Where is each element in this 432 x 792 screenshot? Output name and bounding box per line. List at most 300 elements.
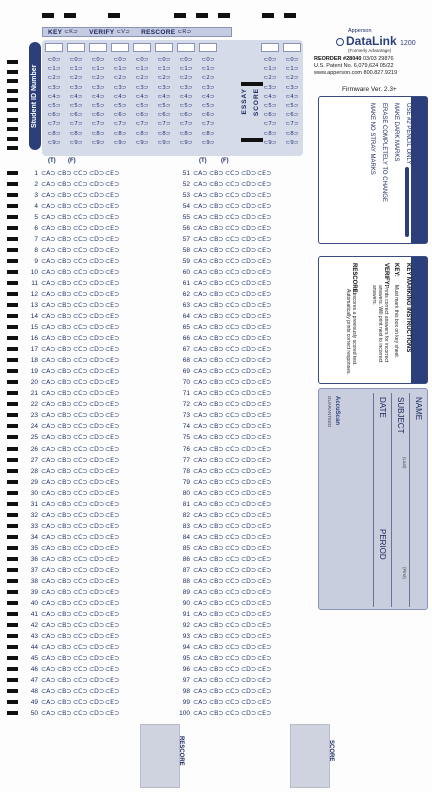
answer-bubble[interactable]: ⊂D⊃ — [89, 577, 105, 585]
answer-bubble[interactable]: ⊂E⊃ — [105, 236, 120, 244]
answer-bubble[interactable]: ⊂C⊃ — [225, 676, 240, 684]
answer-bubble[interactable]: ⊂B⊃ — [57, 610, 72, 618]
answer-bubble[interactable]: ⊂B⊃ — [209, 687, 224, 695]
answer-bubble[interactable]: ⊂E⊃ — [257, 599, 272, 607]
answer-bubble[interactable]: ⊂A⊃ — [193, 423, 208, 431]
answer-bubble[interactable]: ⊂E⊃ — [105, 247, 120, 255]
answer-bubble[interactable]: ⊂B⊃ — [57, 192, 72, 200]
answer-bubble[interactable]: ⊂D⊃ — [89, 368, 105, 376]
answer-bubble[interactable]: ⊂A⊃ — [193, 269, 208, 277]
answer-bubble[interactable]: ⊂A⊃ — [193, 544, 208, 552]
answer-bubble[interactable]: ⊂A⊃ — [41, 621, 56, 629]
answer-bubble[interactable]: ⊂C⊃ — [225, 192, 240, 200]
answer-bubble[interactable]: ⊂B⊃ — [209, 269, 224, 277]
answer-bubble[interactable]: ⊂B⊃ — [209, 676, 224, 684]
answer-bubble[interactable]: ⊂D⊃ — [89, 500, 105, 508]
answer-bubble[interactable]: ⊂B⊃ — [209, 577, 224, 585]
answer-bubble[interactable]: ⊂C⊃ — [73, 335, 88, 343]
answer-bubble[interactable]: ⊂A⊃ — [193, 412, 208, 420]
answer-bubble[interactable]: ⊂A⊃ — [193, 577, 208, 585]
answer-bubble[interactable]: ⊂D⊃ — [241, 698, 257, 706]
id-digit-bubble[interactable]: ⊂4⊃ — [113, 93, 127, 100]
answer-bubble[interactable]: ⊂A⊃ — [41, 489, 56, 497]
answer-bubble[interactable]: ⊂E⊃ — [105, 577, 120, 585]
answer-bubble[interactable]: ⊂E⊃ — [105, 181, 120, 189]
answer-bubble[interactable]: ⊂D⊃ — [89, 533, 105, 541]
answer-bubble[interactable]: ⊂A⊃ — [41, 610, 56, 618]
id-digit-bubble[interactable]: ⊂6⊃ — [47, 112, 61, 119]
answer-bubble[interactable]: ⊂A⊃ — [193, 522, 208, 530]
answer-bubble[interactable]: ⊂D⊃ — [241, 632, 257, 640]
answer-bubble[interactable]: ⊂E⊃ — [105, 214, 120, 222]
answer-bubble[interactable]: ⊂E⊃ — [257, 643, 272, 651]
id-digit-bubble[interactable]: ⊂2⊃ — [285, 75, 299, 82]
answer-bubble[interactable]: ⊂B⊃ — [57, 709, 72, 717]
answer-bubble[interactable]: ⊂E⊃ — [105, 610, 120, 618]
answer-bubble[interactable]: ⊂D⊃ — [89, 522, 105, 530]
answer-bubble[interactable]: ⊂E⊃ — [257, 456, 272, 464]
answer-bubble[interactable]: ⊂D⊃ — [89, 544, 105, 552]
answer-bubble[interactable]: ⊂A⊃ — [41, 566, 56, 574]
answer-bubble[interactable]: ⊂E⊃ — [105, 709, 120, 717]
answer-bubble[interactable]: ⊂C⊃ — [225, 258, 240, 266]
id-digit-bubble[interactable]: ⊂5⊃ — [157, 102, 171, 109]
answer-bubble[interactable]: ⊂C⊃ — [225, 577, 240, 585]
answer-bubble[interactable]: ⊂E⊃ — [105, 676, 120, 684]
answer-bubble[interactable]: ⊂E⊃ — [105, 588, 120, 596]
answer-bubble[interactable]: ⊂C⊃ — [225, 511, 240, 519]
answer-bubble[interactable]: ⊂E⊃ — [105, 522, 120, 530]
id-digit-bubble[interactable]: ⊂0⊃ — [201, 57, 215, 63]
answer-bubble[interactable]: ⊂E⊃ — [105, 324, 120, 332]
answer-bubble[interactable]: ⊂E⊃ — [257, 577, 272, 585]
answer-bubble[interactable]: ⊂A⊃ — [41, 654, 56, 662]
answer-bubble[interactable]: ⊂B⊃ — [209, 533, 224, 541]
id-digit-bubble[interactable]: ⊂8⊃ — [135, 130, 149, 137]
answer-bubble[interactable]: ⊂B⊃ — [57, 599, 72, 607]
answer-bubble[interactable]: ⊂E⊃ — [257, 544, 272, 552]
answer-bubble[interactable]: ⊂A⊃ — [41, 555, 56, 563]
id-digit-bubble[interactable]: ⊂9⊃ — [179, 139, 193, 146]
answer-bubble[interactable]: ⊂C⊃ — [73, 456, 88, 464]
answer-bubble[interactable]: ⊂D⊃ — [241, 324, 257, 332]
answer-bubble[interactable]: ⊂D⊃ — [89, 687, 105, 695]
id-digit-bubble[interactable]: ⊂6⊃ — [179, 112, 193, 119]
answer-bubble[interactable]: ⊂D⊃ — [89, 203, 105, 211]
answer-bubble[interactable]: ⊂A⊃ — [41, 269, 56, 277]
id-digit-bubble[interactable]: ⊂3⊃ — [201, 84, 215, 91]
answer-bubble[interactable]: ⊂C⊃ — [73, 489, 88, 497]
answer-bubble[interactable]: ⊂D⊃ — [241, 456, 257, 464]
answer-bubble[interactable]: ⊂B⊃ — [57, 445, 72, 453]
answer-bubble[interactable]: ⊂C⊃ — [225, 236, 240, 244]
answer-bubble[interactable]: ⊂D⊃ — [89, 291, 105, 299]
answer-bubble[interactable]: ⊂C⊃ — [73, 599, 88, 607]
answer-bubble[interactable]: ⊂D⊃ — [241, 654, 257, 662]
id-digit-bubble[interactable]: ⊂9⊃ — [47, 139, 61, 146]
answer-bubble[interactable]: ⊂E⊃ — [257, 588, 272, 596]
answer-bubble[interactable]: ⊂D⊃ — [89, 225, 105, 233]
answer-bubble[interactable]: ⊂D⊃ — [89, 434, 105, 442]
answer-bubble[interactable]: ⊂B⊃ — [57, 566, 72, 574]
answer-bubble[interactable]: ⊂E⊃ — [105, 313, 120, 321]
answer-bubble[interactable]: ⊂A⊃ — [41, 456, 56, 464]
answer-bubble[interactable]: ⊂E⊃ — [257, 665, 272, 673]
answer-bubble[interactable]: ⊂A⊃ — [41, 412, 56, 420]
answer-bubble[interactable]: ⊂B⊃ — [209, 709, 224, 717]
answer-bubble[interactable]: ⊂A⊃ — [41, 390, 56, 398]
answer-bubble[interactable]: ⊂A⊃ — [41, 214, 56, 222]
id-digit-bubble[interactable]: ⊂7⊃ — [135, 121, 149, 128]
answer-bubble[interactable]: ⊂C⊃ — [225, 225, 240, 233]
answer-bubble[interactable]: ⊂E⊃ — [257, 698, 272, 706]
answer-bubble[interactable]: ⊂B⊃ — [209, 698, 224, 706]
answer-bubble[interactable]: ⊂E⊃ — [257, 203, 272, 211]
answer-bubble[interactable]: ⊂E⊃ — [105, 203, 120, 211]
answer-bubble[interactable]: ⊂C⊃ — [225, 522, 240, 530]
id-digit-bubble[interactable]: ⊂9⊃ — [69, 139, 83, 146]
answer-bubble[interactable]: ⊂D⊃ — [241, 203, 257, 211]
answer-bubble[interactable]: ⊂B⊃ — [209, 357, 224, 365]
answer-bubble[interactable]: ⊂B⊃ — [57, 258, 72, 266]
answer-bubble[interactable]: ⊂B⊃ — [57, 236, 72, 244]
answer-bubble[interactable]: ⊂C⊃ — [225, 412, 240, 420]
id-digit-bubble[interactable]: ⊂8⊃ — [157, 130, 171, 137]
answer-bubble[interactable]: ⊂D⊃ — [241, 643, 257, 651]
id-digit-bubble[interactable]: ⊂1⊃ — [285, 66, 299, 73]
answer-bubble[interactable]: ⊂C⊃ — [73, 555, 88, 563]
answer-bubble[interactable]: ⊂A⊃ — [41, 357, 56, 365]
id-digit-bubble[interactable]: ⊂2⊃ — [135, 75, 149, 82]
id-digit-bubble[interactable]: ⊂8⊃ — [201, 130, 215, 137]
id-digit-bubble[interactable]: ⊂9⊃ — [113, 139, 127, 146]
answer-bubble[interactable]: ⊂D⊃ — [89, 335, 105, 343]
answer-bubble[interactable]: ⊂C⊃ — [225, 302, 240, 310]
answer-bubble[interactable]: ⊂D⊃ — [89, 170, 105, 177]
answer-bubble[interactable]: ⊂E⊃ — [105, 225, 120, 233]
answer-bubble[interactable]: ⊂E⊃ — [257, 522, 272, 530]
answer-bubble[interactable]: ⊂E⊃ — [105, 368, 120, 376]
answer-bubble[interactable]: ⊂C⊃ — [73, 566, 88, 574]
answer-bubble[interactable]: ⊂D⊃ — [241, 566, 257, 574]
id-digit-bubble[interactable]: ⊂0⊃ — [47, 57, 61, 63]
answer-bubble[interactable]: ⊂B⊃ — [209, 423, 224, 431]
answer-bubble[interactable]: ⊂E⊃ — [257, 401, 272, 409]
answer-bubble[interactable]: ⊂A⊃ — [41, 599, 56, 607]
answer-bubble[interactable]: ⊂B⊃ — [209, 478, 224, 486]
answer-bubble[interactable]: ⊂D⊃ — [241, 478, 257, 486]
answer-bubble[interactable]: ⊂E⊃ — [257, 709, 272, 717]
answer-bubble[interactable]: ⊂B⊃ — [57, 522, 72, 530]
answer-bubble[interactable]: ⊂A⊃ — [193, 357, 208, 365]
answer-bubble[interactable]: ⊂B⊃ — [57, 544, 72, 552]
answer-bubble[interactable]: ⊂E⊃ — [105, 511, 120, 519]
answer-bubble[interactable]: ⊂A⊃ — [193, 500, 208, 508]
answer-bubble[interactable]: ⊂D⊃ — [241, 423, 257, 431]
answer-bubble[interactable]: ⊂C⊃ — [73, 467, 88, 475]
id-digit-bubble[interactable]: ⊂5⊃ — [263, 102, 277, 109]
answer-bubble[interactable]: ⊂C⊃ — [225, 588, 240, 596]
answer-bubble[interactable]: ⊂D⊃ — [89, 346, 105, 354]
answer-bubble[interactable]: ⊂C⊃ — [225, 566, 240, 574]
subject-line[interactable] — [391, 393, 392, 607]
answer-bubble[interactable]: ⊂B⊃ — [57, 654, 72, 662]
answer-bubble[interactable]: ⊂B⊃ — [57, 357, 72, 365]
id-digit-bubble[interactable]: ⊂6⊃ — [113, 112, 127, 119]
id-digit-bubble[interactable]: ⊂7⊃ — [263, 121, 277, 128]
answer-bubble[interactable]: ⊂A⊃ — [193, 676, 208, 684]
answer-bubble[interactable]: ⊂D⊃ — [89, 511, 105, 519]
answer-bubble[interactable]: ⊂A⊃ — [193, 665, 208, 673]
answer-bubble[interactable]: ⊂D⊃ — [89, 214, 105, 222]
answer-bubble[interactable]: ⊂B⊃ — [209, 555, 224, 563]
answer-bubble[interactable]: ⊂A⊃ — [193, 555, 208, 563]
answer-bubble[interactable]: ⊂E⊃ — [257, 445, 272, 453]
answer-bubble[interactable]: ⊂A⊃ — [193, 456, 208, 464]
answer-bubble[interactable]: ⊂A⊃ — [193, 335, 208, 343]
id-digit-bubble[interactable]: ⊂4⊃ — [157, 93, 171, 100]
answer-bubble[interactable]: ⊂D⊃ — [89, 379, 105, 387]
answer-bubble[interactable]: ⊂E⊃ — [105, 643, 120, 651]
answer-bubble[interactable]: ⊂B⊃ — [209, 214, 224, 222]
answer-bubble[interactable]: ⊂E⊃ — [257, 533, 272, 541]
id-digit-bubble[interactable]: ⊂5⊃ — [135, 102, 149, 109]
id-digit-bubble[interactable]: ⊂4⊃ — [69, 93, 83, 100]
answer-bubble[interactable]: ⊂D⊃ — [89, 599, 105, 607]
rescore-bubble[interactable]: ⊂R⊃ — [177, 29, 192, 35]
answer-bubble[interactable]: ⊂A⊃ — [41, 368, 56, 376]
answer-bubble[interactable]: ⊂A⊃ — [41, 236, 56, 244]
answer-bubble[interactable]: ⊂C⊃ — [225, 621, 240, 629]
answer-bubble[interactable]: ⊂A⊃ — [41, 698, 56, 706]
answer-bubble[interactable]: ⊂A⊃ — [41, 500, 56, 508]
answer-bubble[interactable]: ⊂E⊃ — [257, 291, 272, 299]
answer-bubble[interactable]: ⊂D⊃ — [89, 313, 105, 321]
answer-bubble[interactable]: ⊂D⊃ — [89, 302, 105, 310]
answer-bubble[interactable]: ⊂B⊃ — [209, 467, 224, 475]
answer-bubble[interactable]: ⊂D⊃ — [89, 445, 105, 453]
answer-bubble[interactable]: ⊂E⊃ — [105, 412, 120, 420]
answer-bubble[interactable]: ⊂E⊃ — [257, 324, 272, 332]
answer-bubble[interactable]: ⊂E⊃ — [105, 533, 120, 541]
answer-bubble[interactable]: ⊂C⊃ — [73, 478, 88, 486]
answer-bubble[interactable]: ⊂B⊃ — [57, 511, 72, 519]
answer-bubble[interactable]: ⊂C⊃ — [225, 610, 240, 618]
answer-bubble[interactable]: ⊂E⊃ — [105, 379, 120, 387]
answer-bubble[interactable]: ⊂D⊃ — [241, 291, 257, 299]
id-digit-bubble[interactable]: ⊂0⊃ — [91, 57, 105, 63]
answer-bubble[interactable]: ⊂B⊃ — [209, 654, 224, 662]
answer-bubble[interactable]: ⊂A⊃ — [193, 346, 208, 354]
answer-bubble[interactable]: ⊂D⊃ — [241, 357, 257, 365]
answer-bubble[interactable]: ⊂E⊃ — [257, 192, 272, 200]
answer-bubble[interactable]: ⊂D⊃ — [241, 500, 257, 508]
answer-bubble[interactable]: ⊂E⊃ — [105, 434, 120, 442]
answer-bubble[interactable]: ⊂A⊃ — [193, 610, 208, 618]
id-digit-bubble[interactable]: ⊂7⊃ — [285, 121, 299, 128]
answer-bubble[interactable]: ⊂D⊃ — [241, 665, 257, 673]
key-bubble[interactable]: ⊂K⊃ — [64, 29, 79, 35]
id-digit-bubble[interactable]: ⊂5⊃ — [201, 102, 215, 109]
answer-bubble[interactable]: ⊂B⊃ — [57, 456, 72, 464]
answer-bubble[interactable]: ⊂C⊃ — [73, 280, 88, 288]
answer-bubble[interactable]: ⊂C⊃ — [73, 698, 88, 706]
answer-bubble[interactable]: ⊂D⊃ — [89, 236, 105, 244]
answer-bubble[interactable]: ⊂A⊃ — [41, 335, 56, 343]
id-digit-bubble[interactable]: ⊂0⊃ — [263, 57, 277, 63]
id-digit-bubble[interactable]: ⊂7⊃ — [113, 121, 127, 128]
name-line[interactable] — [409, 393, 410, 607]
answer-bubble[interactable]: ⊂E⊃ — [105, 489, 120, 497]
id-digit-bubble[interactable]: ⊂6⊃ — [135, 112, 149, 119]
answer-bubble[interactable]: ⊂D⊃ — [89, 390, 105, 398]
id-digit-bubble[interactable]: ⊂2⊃ — [179, 75, 193, 82]
id-write-box[interactable] — [45, 43, 63, 52]
answer-bubble[interactable]: ⊂A⊃ — [41, 533, 56, 541]
answer-bubble[interactable]: ⊂C⊃ — [225, 291, 240, 299]
answer-bubble[interactable]: ⊂E⊃ — [105, 500, 120, 508]
answer-bubble[interactable]: ⊂B⊃ — [209, 247, 224, 255]
answer-bubble[interactable]: ⊂B⊃ — [209, 489, 224, 497]
id-digit-bubble[interactable]: ⊂1⊃ — [263, 66, 277, 73]
answer-bubble[interactable]: ⊂B⊃ — [209, 643, 224, 651]
id-digit-bubble[interactable]: ⊂2⊃ — [157, 75, 171, 82]
answer-bubble[interactable]: ⊂B⊃ — [209, 313, 224, 321]
id-digit-bubble[interactable]: ⊂0⊃ — [285, 57, 299, 63]
answer-bubble[interactable]: ⊂C⊃ — [73, 445, 88, 453]
answer-bubble[interactable]: ⊂B⊃ — [57, 588, 72, 596]
answer-bubble[interactable]: ⊂B⊃ — [209, 401, 224, 409]
answer-bubble[interactable]: ⊂C⊃ — [73, 357, 88, 365]
answer-bubble[interactable]: ⊂C⊃ — [225, 346, 240, 354]
answer-bubble[interactable]: ⊂C⊃ — [225, 357, 240, 365]
answer-bubble[interactable]: ⊂A⊃ — [193, 445, 208, 453]
answer-bubble[interactable]: ⊂A⊃ — [41, 247, 56, 255]
answer-bubble[interactable]: ⊂E⊃ — [257, 654, 272, 662]
answer-bubble[interactable]: ⊂B⊃ — [57, 665, 72, 673]
id-digit-bubble[interactable]: ⊂5⊃ — [91, 102, 105, 109]
answer-bubble[interactable]: ⊂C⊃ — [73, 291, 88, 299]
answer-bubble[interactable]: ⊂E⊃ — [257, 170, 272, 177]
answer-bubble[interactable]: ⊂B⊃ — [209, 412, 224, 420]
answer-bubble[interactable]: ⊂B⊃ — [57, 687, 72, 695]
answer-bubble[interactable]: ⊂C⊃ — [73, 247, 88, 255]
answer-bubble[interactable]: ⊂A⊃ — [41, 401, 56, 409]
answer-bubble[interactable]: ⊂A⊃ — [41, 544, 56, 552]
answer-bubble[interactable]: ⊂B⊃ — [57, 698, 72, 706]
id-digit-bubble[interactable]: ⊂2⊃ — [201, 75, 215, 82]
answer-bubble[interactable]: ⊂E⊃ — [257, 412, 272, 420]
answer-bubble[interactable]: ⊂D⊃ — [89, 566, 105, 574]
answer-bubble[interactable]: ⊂A⊃ — [41, 676, 56, 684]
answer-bubble[interactable]: ⊂B⊃ — [209, 258, 224, 266]
answer-bubble[interactable]: ⊂C⊃ — [225, 489, 240, 497]
id-digit-bubble[interactable]: ⊂6⊃ — [263, 112, 277, 119]
answer-bubble[interactable]: ⊂C⊃ — [225, 401, 240, 409]
answer-bubble[interactable]: ⊂C⊃ — [73, 170, 88, 177]
answer-bubble[interactable]: ⊂A⊃ — [41, 313, 56, 321]
answer-bubble[interactable]: ⊂E⊃ — [105, 269, 120, 277]
id-write-box[interactable] — [177, 43, 195, 52]
answer-bubble[interactable]: ⊂E⊃ — [257, 467, 272, 475]
id-write-box[interactable] — [89, 43, 107, 52]
id-digit-bubble[interactable]: ⊂7⊃ — [201, 121, 215, 128]
answer-bubble[interactable]: ⊂B⊃ — [57, 676, 72, 684]
answer-bubble[interactable]: ⊂D⊃ — [241, 247, 257, 255]
answer-bubble[interactable]: ⊂A⊃ — [193, 654, 208, 662]
answer-bubble[interactable]: ⊂C⊃ — [225, 544, 240, 552]
answer-bubble[interactable]: ⊂E⊃ — [105, 302, 120, 310]
answer-bubble[interactable]: ⊂D⊃ — [241, 412, 257, 420]
id-digit-bubble[interactable]: ⊂3⊃ — [91, 84, 105, 91]
answer-bubble[interactable]: ⊂C⊃ — [73, 401, 88, 409]
answer-bubble[interactable]: ⊂C⊃ — [225, 335, 240, 343]
answer-bubble[interactable]: ⊂E⊃ — [257, 511, 272, 519]
id-write-box[interactable] — [67, 43, 85, 52]
id-digit-bubble[interactable]: ⊂5⊃ — [113, 102, 127, 109]
answer-bubble[interactable]: ⊂A⊃ — [193, 247, 208, 255]
verify-bubble[interactable]: ⊂V⊃ — [116, 29, 131, 35]
answer-bubble[interactable]: ⊂C⊃ — [225, 555, 240, 563]
answer-bubble[interactable]: ⊂C⊃ — [73, 687, 88, 695]
answer-bubble[interactable]: ⊂A⊃ — [193, 368, 208, 376]
answer-bubble[interactable]: ⊂B⊃ — [209, 544, 224, 552]
answer-bubble[interactable]: ⊂B⊃ — [209, 500, 224, 508]
id-digit-bubble[interactable]: ⊂2⊃ — [69, 75, 83, 82]
id-digit-bubble[interactable]: ⊂1⊃ — [91, 66, 105, 73]
answer-bubble[interactable]: ⊂D⊃ — [241, 170, 257, 177]
answer-bubble[interactable]: ⊂B⊃ — [57, 335, 72, 343]
id-digit-bubble[interactable]: ⊂2⊃ — [91, 75, 105, 82]
answer-bubble[interactable]: ⊂A⊃ — [41, 181, 56, 189]
answer-bubble[interactable]: ⊂B⊃ — [57, 489, 72, 497]
answer-bubble[interactable]: ⊂E⊃ — [105, 346, 120, 354]
id-digit-bubble[interactable]: ⊂9⊃ — [285, 139, 299, 146]
answer-bubble[interactable]: ⊂B⊃ — [57, 170, 72, 177]
answer-bubble[interactable]: ⊂A⊃ — [41, 291, 56, 299]
id-digit-bubble[interactable]: ⊂8⊃ — [47, 130, 61, 137]
answer-bubble[interactable]: ⊂D⊃ — [241, 313, 257, 321]
answer-bubble[interactable]: ⊂B⊃ — [209, 599, 224, 607]
answer-bubble[interactable]: ⊂A⊃ — [41, 632, 56, 640]
id-digit-bubble[interactable]: ⊂4⊃ — [47, 93, 61, 100]
answer-bubble[interactable]: ⊂B⊃ — [57, 324, 72, 332]
answer-bubble[interactable]: ⊂A⊃ — [41, 225, 56, 233]
answer-bubble[interactable]: ⊂B⊃ — [57, 269, 72, 277]
id-digit-bubble[interactable]: ⊂6⊃ — [91, 112, 105, 119]
answer-bubble[interactable]: ⊂B⊃ — [57, 643, 72, 651]
id-digit-bubble[interactable]: ⊂1⊃ — [47, 66, 61, 73]
answer-bubble[interactable]: ⊂E⊃ — [257, 478, 272, 486]
answer-bubble[interactable]: ⊂C⊃ — [73, 522, 88, 530]
answer-bubble[interactable]: ⊂D⊃ — [89, 280, 105, 288]
id-digit-bubble[interactable]: ⊂0⊃ — [135, 57, 149, 63]
id-digit-bubble[interactable]: ⊂3⊃ — [47, 84, 61, 91]
answer-bubble[interactable]: ⊂B⊃ — [209, 632, 224, 640]
answer-bubble[interactable]: ⊂A⊃ — [193, 291, 208, 299]
answer-bubble[interactable]: ⊂D⊃ — [89, 247, 105, 255]
answer-bubble[interactable]: ⊂B⊃ — [209, 170, 224, 177]
answer-bubble[interactable]: ⊂D⊃ — [241, 368, 257, 376]
answer-bubble[interactable]: ⊂C⊃ — [73, 588, 88, 596]
answer-bubble[interactable]: ⊂D⊃ — [241, 687, 257, 695]
answer-bubble[interactable]: ⊂B⊃ — [209, 346, 224, 354]
id-write-box[interactable] — [261, 43, 279, 52]
answer-bubble[interactable]: ⊂A⊃ — [193, 511, 208, 519]
id-digit-bubble[interactable]: ⊂2⊃ — [263, 75, 277, 82]
answer-bubble[interactable]: ⊂B⊃ — [57, 621, 72, 629]
id-digit-bubble[interactable]: ⊂3⊃ — [135, 84, 149, 91]
